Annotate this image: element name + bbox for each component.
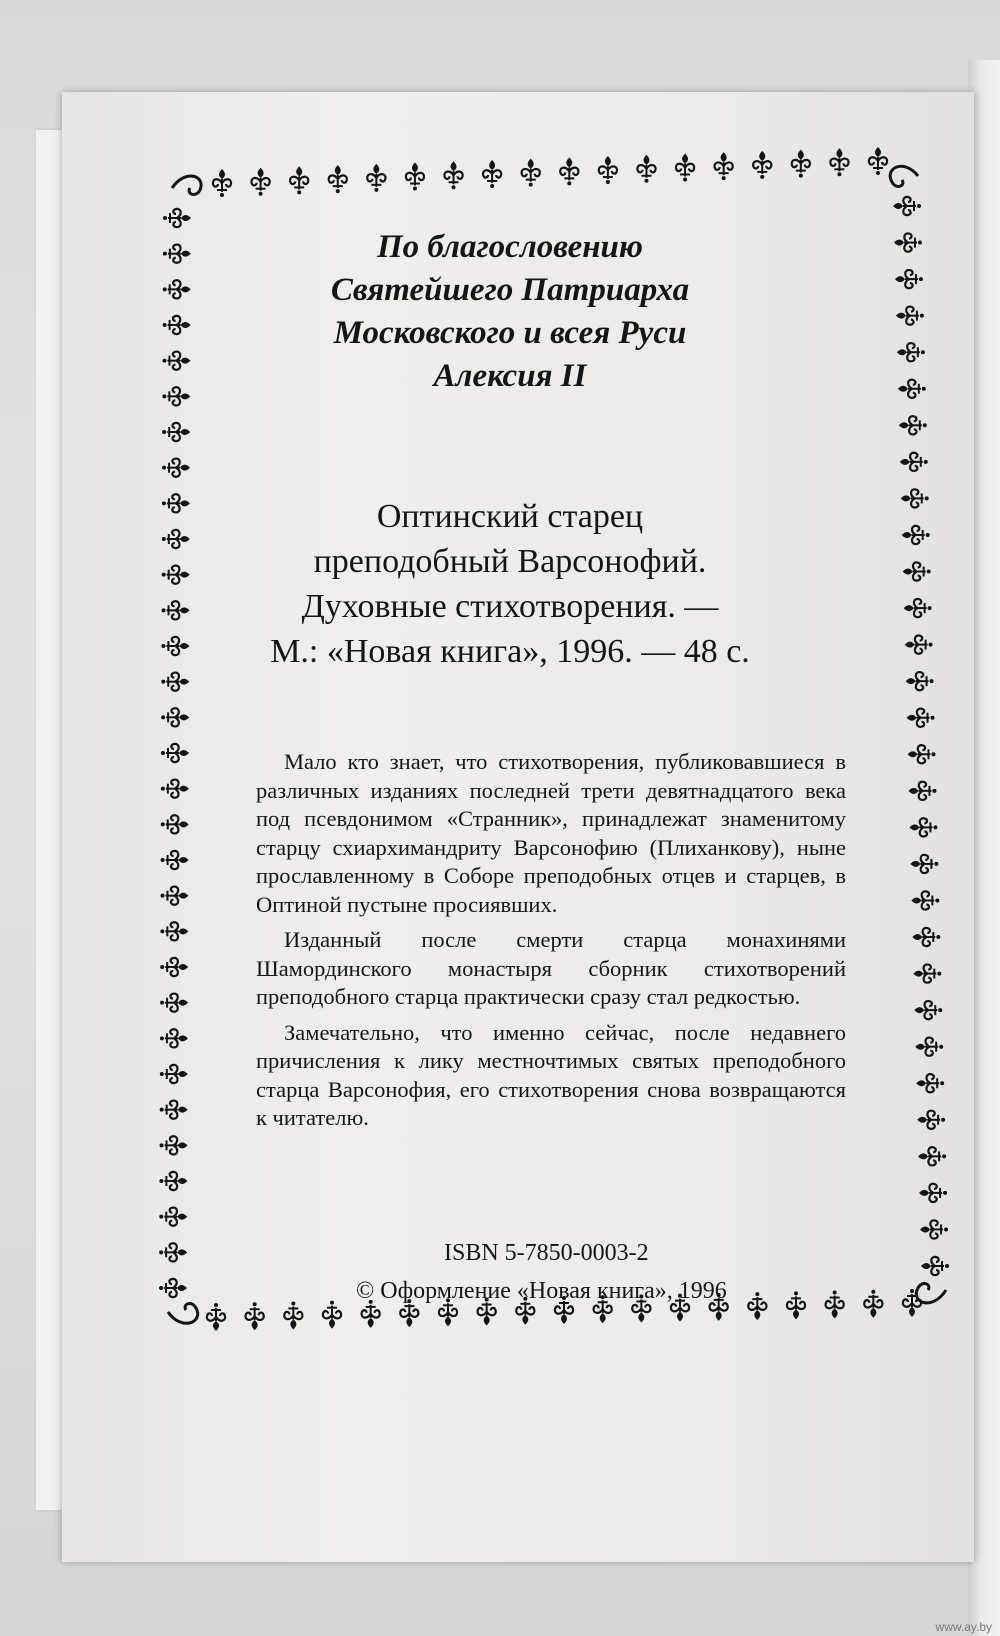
fleur-ornament-icon	[899, 416, 927, 434]
fleur-ornament-icon	[916, 1074, 944, 1092]
fleur-ornament-icon	[637, 155, 655, 183]
fleur-ornament-icon	[162, 601, 190, 619]
fleur-ornament-icon	[213, 169, 231, 197]
fleur-ornament-icon	[246, 1302, 264, 1330]
fleur-ornament-icon	[160, 1029, 188, 1047]
blessing-line: Московского и всея Руси	[333, 315, 687, 351]
site-watermark: www.ay.by	[935, 1620, 992, 1634]
fleur-ornament-icon	[444, 161, 462, 189]
blessing-heading	[240, 226, 780, 398]
top-border	[213, 147, 887, 197]
annotation-paragraph: Изданный после смерти старца монахинями Шамординского монастыря сборник стихотворений преподобного старца практически сразу стал редкостью.	[256, 927, 846, 1009]
fleur-ornament-icon	[163, 316, 191, 334]
fleur-ornament-icon	[160, 1101, 188, 1119]
annotation-paragraph: Мало кто знает, что стихотворения, публиковавшиеся в различных изданиях последней трети девятнадцатого века под псевдонимом «Странник», принадлежат знаменитому старцу схиархимандриту Варсонофию (Плиханкову), ныне прославленному в Соборе преподобных отцев и старцев, в Оптиной пустыне просиявших.	[256, 749, 846, 917]
fleur-ornament-icon	[483, 160, 501, 188]
fleur-ornament-icon	[905, 636, 933, 654]
fleur-ornament-icon	[909, 818, 937, 836]
biblio-line: Духовные стихотворения. —	[301, 588, 719, 625]
fleur-ornament-icon	[914, 1001, 942, 1019]
fleur-ornament-icon	[367, 164, 385, 192]
bibliographic-record	[220, 494, 800, 674]
fleur-ornament-icon	[329, 165, 347, 193]
fleur-ornament-icon	[898, 380, 926, 398]
fleur-ornament-icon	[913, 964, 941, 982]
left-border	[159, 209, 191, 1297]
fleur-ornament-icon	[160, 958, 188, 976]
fleur-ornament-icon	[161, 708, 189, 726]
biblio-line: преподобный Варсонофий.	[313, 543, 707, 580]
fleur-ornament-icon	[676, 153, 694, 181]
fleur-ornament-icon	[715, 152, 733, 180]
fleur-ornament-icon	[160, 887, 188, 905]
fleur-ornament-icon	[161, 637, 189, 655]
fleur-ornament-icon	[159, 1172, 187, 1190]
fleur-ornament-icon	[161, 744, 189, 762]
fleur-ornament-icon	[207, 1303, 225, 1331]
fleur-ornament-icon	[893, 197, 921, 215]
blessing-line: Алексия II	[433, 358, 587, 394]
fleur-ornament-icon	[753, 151, 771, 179]
fleur-ornament-icon	[921, 1257, 949, 1275]
fleur-ornament-icon	[406, 163, 424, 191]
fleur-ornament-icon	[903, 562, 931, 580]
blessing-line: По благословению	[376, 229, 643, 265]
fleur-ornament-icon	[912, 928, 940, 946]
isbn-number: ISBN 5-7850-0003-2	[444, 1240, 649, 1266]
fleur-ornament-icon	[896, 307, 924, 325]
fleur-ornament-icon	[906, 672, 934, 690]
fleur-ornament-icon	[864, 1290, 882, 1318]
fleur-ornament-icon	[161, 815, 189, 833]
fleur-ornament-icon	[162, 423, 190, 441]
fleur-ornament-icon	[163, 245, 191, 263]
fleur-ornament-icon	[163, 280, 191, 298]
right-border	[893, 197, 949, 1275]
biblio-line: М.: «Новая книга», 1996. — 48 с.	[270, 633, 750, 670]
fleur-ornament-icon	[917, 1111, 945, 1129]
fleur-ornament-icon	[599, 156, 617, 184]
fleur-ornament-icon	[918, 1147, 946, 1165]
fleur-ornament-icon	[162, 494, 190, 512]
fleur-ornament-icon	[160, 994, 188, 1012]
fleur-ornament-icon	[830, 148, 848, 176]
fleur-ornament-icon	[323, 1301, 341, 1329]
fleur-ornament-icon	[159, 1243, 187, 1261]
fleur-ornament-icon	[908, 782, 936, 800]
fleur-ornament-icon	[160, 922, 188, 940]
fleur-ornament-icon	[900, 453, 928, 471]
fleur-ornament-icon	[163, 209, 191, 227]
fleur-ornament-icon	[911, 891, 939, 909]
fleur-ornament-icon	[904, 599, 932, 617]
fleur-ornament-icon	[162, 530, 190, 548]
fleur-ornament-icon	[907, 709, 935, 727]
fleur-ornament-icon	[160, 1136, 188, 1154]
fleur-ornament-icon	[902, 526, 930, 544]
fleur-ornament-icon	[284, 1301, 302, 1329]
biblio-line: Оптинский старец	[376, 498, 644, 535]
fleur-ornament-icon	[290, 166, 308, 194]
fleur-ornament-icon	[162, 566, 190, 584]
fleur-ornament-icon	[826, 1291, 844, 1319]
fleur-ornament-icon	[162, 459, 190, 477]
fleur-ornament-icon	[251, 168, 269, 196]
fleur-ornament-icon	[915, 1038, 943, 1056]
fleur-ornament-icon	[748, 1292, 766, 1320]
fleur-ornament-icon	[159, 1208, 187, 1226]
fleur-ornament-icon	[903, 1289, 921, 1317]
fleur-ornament-icon	[161, 851, 189, 869]
fleur-ornament-icon	[895, 270, 923, 288]
fleur-ornament-icon	[894, 233, 922, 251]
fleur-ornament-icon	[792, 150, 810, 178]
fleur-ornament-icon	[920, 1220, 948, 1238]
fleur-ornament-icon	[910, 855, 938, 873]
fleur-ornament-icon	[787, 1291, 805, 1319]
fleur-ornament-icon	[162, 352, 190, 370]
fleur-ornament-icon	[161, 673, 189, 691]
fleur-ornament-icon	[159, 1279, 187, 1297]
fleur-ornament-icon	[897, 343, 925, 361]
annotation-paragraph: Замечательно, что именно сейчас, после недавнего причисления к лику местночтимых святых преподобного старца Варсонофия, его стихотворения снова возвращаются к читателю.	[256, 1019, 846, 1130]
fleur-ornament-icon	[160, 1065, 188, 1083]
fleur-ornament-icon	[161, 780, 189, 798]
copyright-notice: © Оформление «Новая книга», 1996	[356, 1278, 727, 1304]
blessing-line: Святейшего Патриарха	[330, 272, 690, 308]
fleur-ornament-icon	[869, 147, 887, 175]
annotation-text	[256, 748, 846, 1140]
fleur-ornament-icon	[560, 157, 578, 185]
fleur-ornament-icon	[919, 1184, 947, 1202]
fleur-ornament-icon	[901, 489, 929, 507]
fleur-ornament-icon	[162, 387, 190, 405]
fleur-ornament-icon	[522, 159, 540, 187]
fleur-ornament-icon	[907, 745, 935, 763]
